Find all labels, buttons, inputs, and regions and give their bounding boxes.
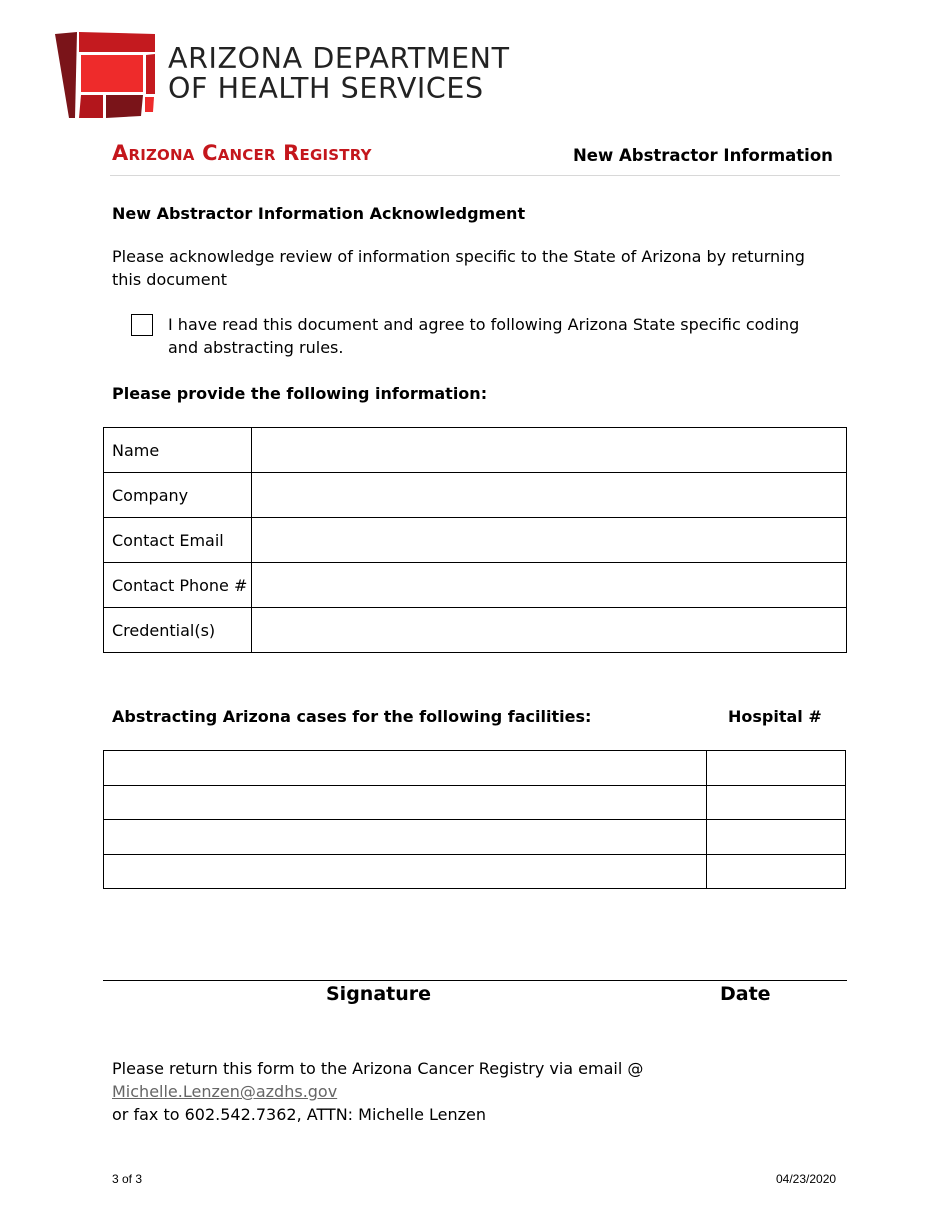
return-instructions: [112, 1057, 852, 1126]
return-line1-text: Please return this form to the Arizona Cancer Registry via email @: [112, 1059, 644, 1078]
contact-email-field[interactable]: [252, 518, 846, 562]
signature-line[interactable]: [103, 980, 847, 981]
acknowledgment-paragraph: Please acknowledge review of information specific to the State of Arizona by returning this document: [112, 247, 805, 289]
hospital-number-field[interactable]: [707, 751, 845, 784]
table-row: [104, 608, 847, 653]
facility-name-field[interactable]: [104, 855, 706, 888]
page-number: 3 of 3: [112, 1172, 143, 1186]
acknowledgment-heading: New Abstractor Information Acknowledgment: [112, 204, 526, 223]
table-row: [104, 820, 846, 855]
company-field[interactable]: [252, 473, 846, 517]
facilities-heading: Abstracting Arizona cases for the following facilities:: [112, 707, 592, 726]
credentials-label: Credential(s): [104, 608, 252, 653]
facility-name-field[interactable]: [104, 820, 706, 853]
header-divider: [110, 175, 840, 176]
info-table: [103, 427, 847, 653]
org-name-line2: OF HEALTH SERVICES: [168, 72, 484, 105]
table-row: [104, 785, 846, 820]
company-label: Company: [104, 473, 252, 518]
hospital-number-field[interactable]: [707, 786, 845, 819]
facilities-table: [103, 750, 846, 889]
org-name: [168, 44, 510, 104]
form-title: New Abstractor Information: [573, 146, 833, 165]
contact-phone-label: Contact Phone #: [104, 563, 252, 608]
footer-date: 04/23/2020: [776, 1172, 837, 1186]
facility-name-field[interactable]: [104, 786, 706, 819]
date-label: Date: [720, 983, 771, 1005]
agree-checkbox-label: I have read this document and agree to following Arizona State specific coding and abstracting rules.: [168, 315, 800, 357]
contact-email-label: Contact Email: [104, 518, 252, 563]
hospital-number-field[interactable]: [707, 820, 845, 853]
return-line2-text: or fax to 602.542.7362, ATTN: Michelle Lenzen: [112, 1105, 486, 1124]
table-row: [104, 518, 847, 563]
registry-title: Arizona Cancer Registry: [112, 141, 372, 165]
table-row: [104, 563, 847, 608]
org-name-line1: ARIZONA DEPARTMENT: [168, 42, 510, 75]
credentials-field[interactable]: [252, 608, 846, 652]
facility-name-field[interactable]: [104, 751, 706, 784]
contact-phone-field[interactable]: [252, 563, 846, 607]
table-row: [104, 751, 846, 786]
name-field[interactable]: [252, 428, 846, 472]
info-heading: Please provide the following information:: [112, 384, 488, 403]
hospital-number-heading: Hospital #: [728, 707, 822, 726]
table-row: [104, 473, 847, 518]
name-label: Name: [104, 428, 252, 473]
email-link[interactable]: Michelle.Lenzen@azdhs.gov: [112, 1082, 338, 1101]
hospital-number-field[interactable]: [707, 855, 845, 888]
adhs-logo-mark: [55, 32, 157, 118]
agree-checkbox[interactable]: [131, 314, 153, 336]
table-row: [104, 854, 846, 889]
signature-label: Signature: [326, 983, 432, 1005]
table-row: [104, 428, 847, 473]
